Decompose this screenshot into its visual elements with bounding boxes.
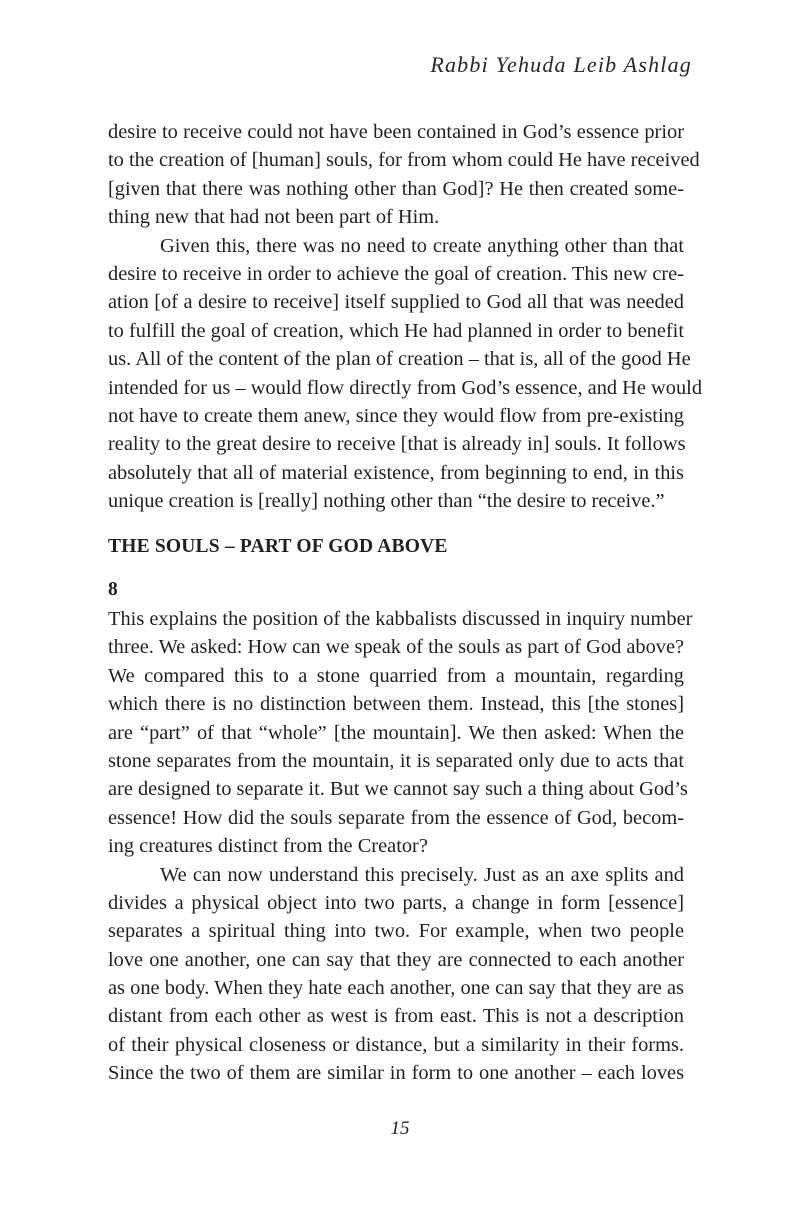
text-line: intended for us – would flow directly from God’s essence, and He would <box>108 376 703 399</box>
text-line: absolutely that all of material existence, from beginning to end, in this <box>108 461 684 484</box>
text-line: desire to receive in order to achieve the goal of creation. This new cre- <box>108 262 684 285</box>
text-line: thing new that had not been part of Him. <box>108 206 440 229</box>
text-line: We can now understand this precisely. Just as an axe splits and <box>160 863 684 886</box>
text-line: Given this, there was no need to create anything other than that <box>160 234 684 257</box>
text-line: reality to the great desire to receive [that is already in] souls. It follows <box>108 433 686 456</box>
section-number: 8 <box>108 579 118 600</box>
text-line: love one another, one can say that they are connected to each another <box>108 948 684 971</box>
text-line: as one body. When they hate each another, one can say that they are as <box>108 977 684 1000</box>
body-text-top <box>108 118 703 515</box>
running-head: Rabbi Yehuda Leib Ashlag <box>430 52 692 77</box>
text-line: ing creatures distinct from the Creator? <box>108 835 428 858</box>
text-line: three. We asked: How can we speak of the souls as part of God above? <box>108 636 685 659</box>
text-line: ation [of a desire to receive] itself supplied to God all that was needed <box>108 291 684 314</box>
text-line: Since the two of them are similar in form to one another – each loves <box>108 1062 684 1085</box>
text-line: stone separates from the mountain, it is separated only due to acts that <box>108 749 684 772</box>
section-heading: THE SOULS – PART OF GOD ABOVE <box>108 536 448 557</box>
text-line: of their physical closeness or distance, but a similarity in their forms. <box>108 1033 684 1056</box>
text-line: separates a spiritual thing into two. For example, when two people <box>108 920 684 943</box>
text-line: are designed to separate it. But we cannot say such a thing about God’s <box>108 778 688 801</box>
text-line: to the creation of [human] souls, for from whom could He have received <box>108 149 700 172</box>
text-line: to fulfill the goal of creation, which He had planned in order to benefit <box>108 319 684 342</box>
text-line: desire to receive could not have been contained in God’s essence prior <box>108 121 684 143</box>
text-line: distant from each other as west is from east. This is not a description <box>108 1005 684 1028</box>
text-line: which there is no distinction between them. Instead, this [the stones] <box>108 693 684 716</box>
text-line: divides a physical object into two parts, a change in form [essence] <box>108 891 684 914</box>
page-number: 15 <box>390 1118 410 1139</box>
text-line: This explains the position of the kabbalists discussed in inquiry number <box>108 608 693 630</box>
text-line: We compared this to a stone quarried from a mountain, regarding <box>108 664 684 687</box>
text-line: not have to create them anew, since they would flow from pre-existing <box>108 404 684 427</box>
text-line: are “part” of that “whole” [the mountain]. We then asked: When the <box>108 721 684 744</box>
body-text-bottom <box>108 605 693 1088</box>
text-line: unique creation is [really] nothing other than “the desire to receive.” <box>108 490 665 513</box>
text-line: us. All of the content of the plan of creation – that is, all of the good He <box>108 348 691 371</box>
text-line: essence! How did the souls separate from the essence of God, becom- <box>108 806 684 829</box>
text-line: [given that there was nothing other than God]? He then created some- <box>108 177 684 200</box>
